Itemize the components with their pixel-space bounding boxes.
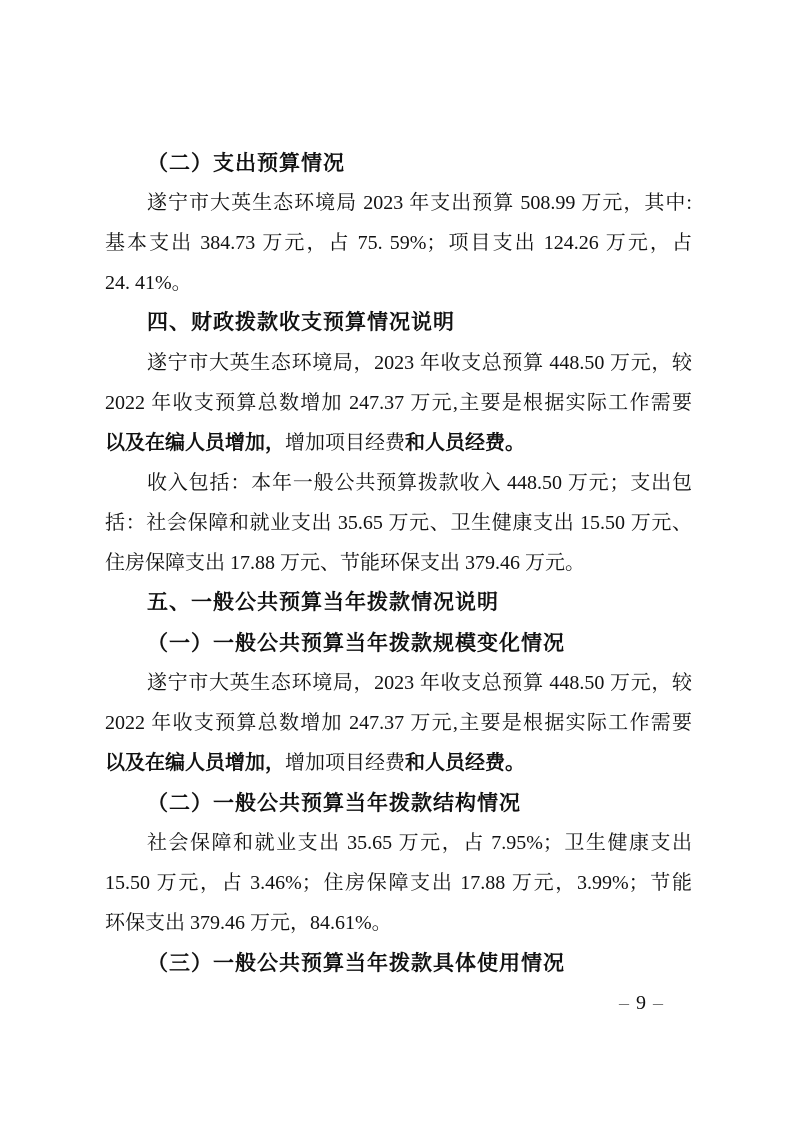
bold-run: 和人员经费。: [405, 432, 525, 454]
heading-general-budget-summary: 五、一般公共预算当年拨款情况说明: [147, 591, 499, 614]
subheading-specific-use: （三）一般公共预算当年拨款具体使用情况: [147, 951, 565, 975]
paragraph-line: 遂宁市大英生态环境局，2023 年收支总预算 448.50 万元，较: [147, 352, 692, 374]
document-content: [105, 143, 692, 1023]
paragraph-line: 15.50 万元，占 3.46%；住房保障支出 17.88 万元，3.99%；节能: [105, 872, 692, 894]
heading-expenditure-budget: （二）支出预算情况: [147, 151, 345, 175]
bold-run: 以及在编人员增加，: [105, 432, 285, 454]
paragraph-line-mixed: [105, 423, 692, 463]
paragraph-line: 社会保障和就业支出 35.65 万元，占 7.95%；卫生健康支出: [147, 832, 692, 854]
bold-run: 以及在编人员增加，: [105, 752, 285, 774]
page-number-value: 9: [636, 992, 646, 1014]
paragraph-line: 2022 年收支预算总数增加 247.37 万元,主要是根据实际工作需要: [105, 712, 692, 734]
paragraph-line-mixed: [105, 743, 692, 783]
paragraph-line: 环保支出 379.46 万元，84.61%。: [105, 912, 392, 934]
page-number-dash: –: [619, 992, 629, 1014]
subheading-allocation-structure: （二）一般公共预算当年拨款结构情况: [147, 791, 521, 815]
page-number-dash: –: [653, 992, 663, 1014]
bold-run: 和人员经费。: [405, 752, 525, 774]
page-number: [105, 983, 692, 1023]
subheading-scale-change: （一）一般公共预算当年拨款规模变化情况: [147, 631, 565, 655]
paragraph-line: 住房保障支出 17.88 万元、节能环保支出 379.46 万元。: [105, 552, 585, 574]
paragraph-line: 基本支出 384.73 万元，占 75. 59%；项目支出 124.26 万元，占: [105, 232, 692, 254]
paragraph-line: 括：社会保障和就业支出 35.65 万元、卫生健康支出 15.50 万元、: [105, 512, 692, 534]
paragraph-line: 24. 41%。: [105, 272, 192, 294]
regular-run: 增加项目经费: [285, 752, 405, 774]
paragraph-line: 遂宁市大英生态环境局 2023 年支出预算 508.99 万元，其中:: [147, 192, 692, 214]
heading-fiscal-allocation-summary: 四、财政拨款收支预算情况说明: [147, 311, 455, 334]
paragraph-line: 收入包括：本年一般公共预算拨款收入 448.50 万元；支出包: [147, 472, 692, 494]
regular-run: 增加项目经费: [285, 432, 405, 454]
paragraph-line: 2022 年收支预算总数增加 247.37 万元,主要是根据实际工作需要: [105, 392, 692, 414]
paragraph-line: 遂宁市大英生态环境局，2023 年收支总预算 448.50 万元，较: [147, 672, 692, 694]
